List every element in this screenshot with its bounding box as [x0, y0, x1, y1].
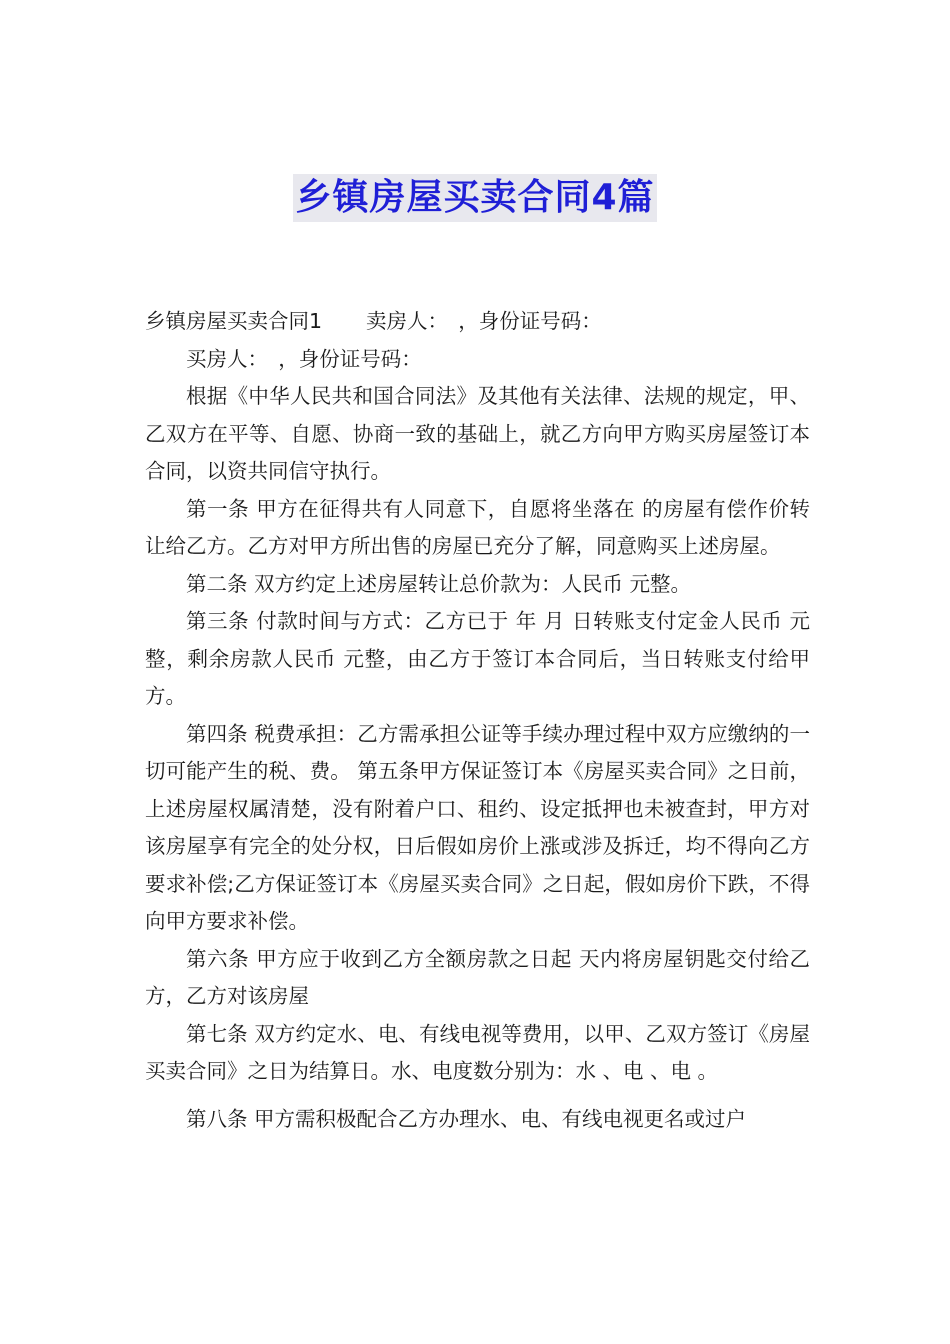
paragraph: 第二条 双方约定上述房屋转让总价款为：人民币 元整。 [186, 571, 692, 596]
document-body [145, 303, 810, 1138]
opening-line [145, 303, 810, 341]
paragraph: 第七条 双方约定水、电、有线电视等费用，以甲、乙双方签订《房屋买卖合同》之日为结算日。水、电度数分别为：水 、电 、电 。 [145, 1021, 810, 1083]
title-container [0, 174, 950, 222]
paragraph: 第三条 付款时间与方式：乙方已于 年 月 日转账支付定金人民币 元整，剩余房款人民币 元整，由乙方于签订本合同后，当日转账支付给甲方。 [145, 609, 810, 708]
paragraph: 第四条 税费承担：乙方需承担公证等手续办理过程中双方应缴纳的一切可能产生的税、费。 第五条甲方保证签订本《房屋买卖合同》之日前，上述房屋权属清楚，没有附着户口、租约、设定抵押也未被查封，甲方对该房屋享有完全的处分权，日后假如房价上涨或涉及拆迁，均不得向乙方要求补偿;乙方保证签订本《房屋买卖合同》之日起，假如房价下跌，不得向甲方要求补偿。 [145, 721, 810, 933]
paragraph: 第六条 甲方应于收到乙方全额房款之日起 天内将房屋钥匙交付给乙方，乙方对该房屋 [145, 946, 810, 1008]
contract-heading-label: 乡镇房屋买卖合同1 [145, 309, 323, 333]
paragraph: 根据《中华人民共和国合同法》及其他有关法律、法规的规定，甲、乙双方在平等、自愿、协商一致的基础上，就乙方向甲方购买房屋签订本合同，以资共同信守执行。 [145, 384, 810, 483]
seller-line: 卖房人： ，身份证号码： [366, 309, 602, 333]
paragraph: 第八条 甲方需积极配合乙方办理水、电、有线电视更名或过户 [186, 1106, 747, 1131]
paragraph: 第一条 甲方在征得共有人同意下，自愿将坐落在 的房屋有偿作价转让给乙方。乙方对甲方所出售的房屋已充分了解，同意购买上述房屋。 [145, 496, 810, 558]
paragraph: 买房人： ，身份证号码： [186, 346, 422, 371]
document-title: 乡镇房屋买卖合同4篇 [293, 174, 656, 222]
